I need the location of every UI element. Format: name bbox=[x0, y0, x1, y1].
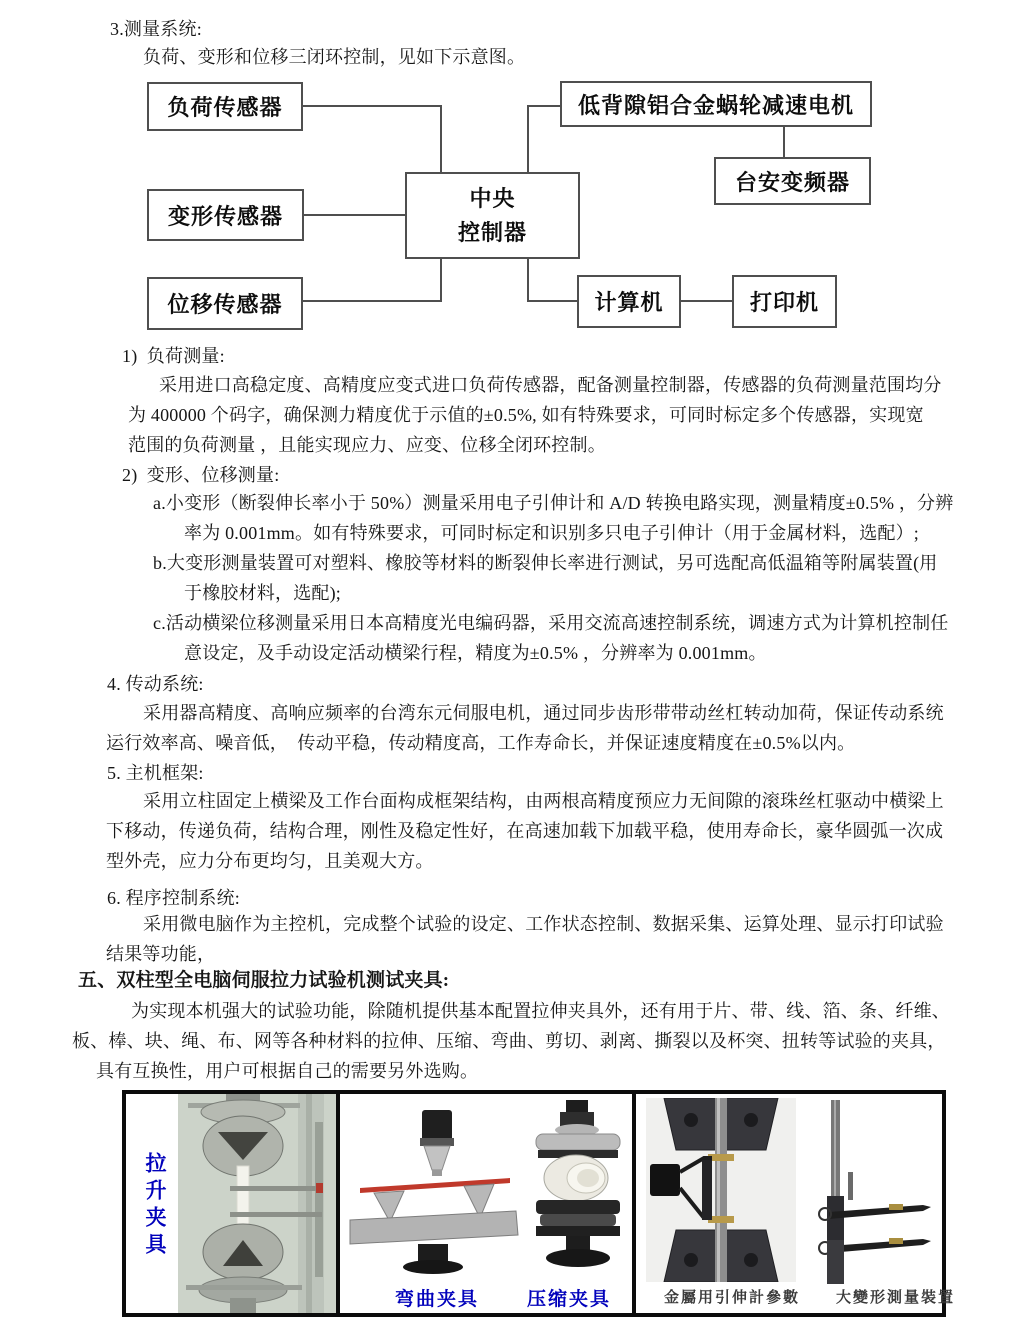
body-text-line: 运行效率高、噪音低， 传动平稳，传动精度高，工作寿命长，并保证速度精度在±0.5%以内。 bbox=[106, 733, 856, 753]
compression-clamp-label: 压缩夹具 bbox=[527, 1289, 612, 1310]
section-heading: 4. 传动系统: bbox=[107, 674, 204, 694]
bending-compression-panel bbox=[340, 1094, 632, 1313]
body-text-line: 具有互换性，用户可根据自己的需要另外选购。 bbox=[96, 1061, 479, 1081]
large-deformation-label: 大變形測量裝置 bbox=[836, 1289, 956, 1306]
body-text-line: 型外壳，应力分布更均匀，且美观大方。 bbox=[106, 851, 434, 871]
connector-line bbox=[303, 300, 442, 302]
body-text-line: 结果等功能， bbox=[106, 944, 216, 964]
tensile-clamp-panel bbox=[126, 1094, 336, 1313]
diagram-box-inverter bbox=[714, 157, 871, 205]
body-text-line: 下移动，传递负荷，结构合理，刚性及稳定性好，在高速加载下加载平稳，使用寿命长，豪华圆弧一次成 bbox=[106, 821, 944, 841]
body-text-line: 板、棒、块、绳、布、网等各种材料的拉伸、压缩、弯曲、剪切、剥离、撕裂以及杯突、扭转等试验的夹具， bbox=[72, 1031, 946, 1051]
body-text-line: 意设定，及手动设定活动横梁行程，精度为±0.5% ，分辨率为 0.001mm。 bbox=[184, 643, 767, 663]
list-item-heading: 1) 负荷测量: bbox=[122, 346, 225, 366]
body-text-line: 采用进口高稳定度、高精度应变式进口负荷传感器，配备测量控制器，传感器的负荷测量范围均分 bbox=[159, 375, 942, 395]
diagram-box-displacement-sensor bbox=[147, 277, 303, 330]
diagram-box-computer bbox=[577, 275, 681, 328]
bending-clamp-photo bbox=[346, 1108, 522, 1274]
diagram-box-label: 台安变频器 bbox=[734, 169, 850, 195]
body-text-line: 负荷、变形和位移三闭环控制，见如下示意图。 bbox=[143, 47, 526, 67]
large-deformation-photo bbox=[801, 1096, 936, 1288]
tensile-clamp-photo bbox=[178, 1094, 342, 1313]
body-text-line: 为 400000 个码字，确保测力精度优于示值的±0.5%, 如有特殊要求，可同时标定多个传感器，实现宽 bbox=[128, 405, 924, 425]
connector-line bbox=[681, 300, 732, 302]
diagram-box-motor bbox=[560, 81, 872, 127]
body-text-line: c.活动横梁位移测量采用日本高精度光电编码器，采用交流高速控制系统，调速方式为计算机控制任 bbox=[153, 613, 949, 633]
connector-line bbox=[527, 105, 560, 107]
diagram-box-central-controller bbox=[405, 172, 580, 259]
body-text-line: 为实现本机强大的试验功能，除随机提供基本配置拉伸夹具外，还有用于片、带、线、箔、条、纤维、 bbox=[131, 1001, 950, 1021]
diagram-box-label: 位移传感器 bbox=[167, 292, 283, 317]
body-text-line: 采用立柱固定上横梁及工作台面构成框架结构，由两根高精度预应力无间隙的滚珠丝杠驱动中横梁上 bbox=[143, 791, 944, 811]
diagram-box-label: 变形传感器 bbox=[167, 203, 283, 229]
connector-line bbox=[527, 259, 529, 302]
body-text-line: a.小变形（断裂伸长率小于 50%）测量采用电子引伸计和 A/D 转换电路实现，测量精度±0.5% ，分辨 bbox=[153, 493, 954, 513]
connector-line bbox=[783, 127, 785, 157]
section-heading: 6. 程序控制系统: bbox=[107, 888, 241, 908]
extensometer-photo bbox=[646, 1098, 796, 1282]
extensometer-panel bbox=[636, 1094, 956, 1313]
diagram-box-label: 中央 bbox=[469, 185, 516, 211]
connector-line bbox=[440, 105, 442, 172]
connector-line bbox=[527, 300, 577, 302]
body-text-line: 采用微电脑作为主控机，完成整个试验的设定、工作状态控制、数据采集、运算处理、显示打印试验 bbox=[143, 914, 944, 934]
chapter-heading: 五、双柱型全电脑伺服拉力试验机测试夹具: bbox=[78, 970, 450, 991]
body-text-line: 于橡胶材料，选配); bbox=[184, 583, 341, 603]
tensile-clamp-label: 拉升夹具 bbox=[143, 1152, 167, 1260]
compression-clamp-photo bbox=[530, 1100, 626, 1276]
diagram-box-label: 打印机 bbox=[749, 290, 819, 315]
connector-line bbox=[527, 105, 529, 172]
section-heading: 5. 主机框架: bbox=[107, 763, 204, 783]
connector-line bbox=[440, 259, 442, 302]
diagram-box-deformation-sensor bbox=[147, 189, 304, 241]
bending-clamp-label: 弯曲夹具 bbox=[395, 1289, 480, 1310]
list-item-heading: 2) 变形、位移测量: bbox=[122, 465, 280, 485]
connector-line bbox=[304, 214, 405, 216]
diagram-box-label: 低背隙铝合金蜗轮减速电机 bbox=[577, 92, 854, 118]
body-text-line: b.大变形测量装置可对塑料、橡胶等材料的断裂伸长率进行测试，另可选配高低温箱等附属装置(用 bbox=[153, 553, 938, 573]
body-text-line: 采用器高精度、高响应频率的台湾东元伺服电机，通过同步齿形带带动丝杠转动加荷，保证传动系统 bbox=[143, 703, 944, 723]
extensometer-label: 金屬用引伸計參數 bbox=[664, 1289, 801, 1306]
diagram-box-load-sensor bbox=[147, 82, 303, 131]
diagram-box-label: 负荷传感器 bbox=[167, 95, 283, 120]
connector-line bbox=[303, 105, 442, 107]
diagram-box-printer bbox=[732, 275, 837, 328]
section-heading: 3.测量系统: bbox=[110, 19, 202, 39]
diagram-box-label: 控制器 bbox=[457, 219, 527, 245]
body-text-line: 率为 0.001mm。如有特殊要求，可同时标定和识别多只电子引伸计（用于金属材料，选配）; bbox=[184, 523, 919, 543]
diagram-box-label: 计算机 bbox=[594, 290, 664, 315]
body-text-line: 范围的负荷测量 ，且能实现应力、应变、位移全闭环控制。 bbox=[128, 435, 606, 455]
fixtures-image-strip bbox=[122, 1090, 956, 1317]
